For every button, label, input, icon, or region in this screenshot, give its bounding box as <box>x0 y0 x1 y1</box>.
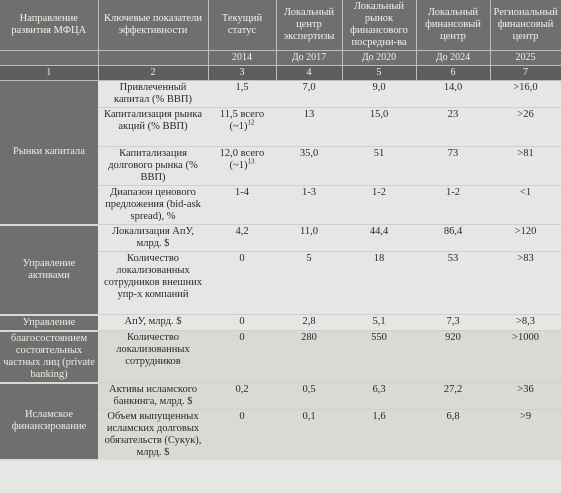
col-header-current: Текущий статус <box>208 0 276 51</box>
table-row <box>0 225 561 252</box>
value-cell: 35,0 <box>276 147 342 186</box>
header-year-row <box>0 51 561 66</box>
table-row <box>0 315 561 331</box>
value-cell <box>208 108 276 147</box>
value-cell: 44,4 <box>342 225 416 252</box>
col-header-local-market: Локальный рынок финансового посредни-ва <box>342 0 416 51</box>
value-cell <box>208 147 276 186</box>
footnote-mark: 12 <box>247 118 255 127</box>
value-cell: >83 <box>490 252 561 315</box>
value-cell: 7,3 <box>416 315 490 331</box>
value-cell: >120 <box>490 225 561 252</box>
value-cell: 0 <box>208 331 276 383</box>
current-value: 11,5 всего <box>219 109 265 120</box>
indicator-label: Капитализация рынка акций (% ВВП) <box>98 108 208 147</box>
value-cell: 27,2 <box>416 383 490 410</box>
current-value-approx: (~1) <box>229 121 248 132</box>
value-cell: 5 <box>276 252 342 315</box>
indicator-label: Количество локализованных сотрудников <box>98 331 208 383</box>
indicator-label: Объем выпущенных исламских долговых обязательств (Сукук), млрд. $ <box>98 410 208 461</box>
col-number: 1 <box>0 66 98 81</box>
value-cell: 11,0 <box>276 225 342 252</box>
value-cell: >16,0 <box>490 81 561 108</box>
value-cell: 0 <box>208 252 276 315</box>
col-number: 4 <box>276 66 342 81</box>
area-asset-management: Управление активами <box>0 225 98 315</box>
value-cell: 280 <box>276 331 342 383</box>
footnote-mark: 13 <box>247 157 255 166</box>
value-cell: 1-4 <box>208 186 276 225</box>
value-cell: 920 <box>416 331 490 383</box>
area-capital-markets: Рынки капитала <box>0 81 98 225</box>
col-number: 6 <box>416 66 490 81</box>
area-islamic-finance: Исламское финансирование <box>0 383 98 461</box>
value-cell: 9,0 <box>342 81 416 108</box>
value-cell: >36 <box>490 383 561 410</box>
value-cell: >81 <box>490 147 561 186</box>
col-header-kpi: Ключевые показатели эффективности <box>98 0 208 51</box>
col-header-regional-fin-center: Региональный финансовый центр <box>490 0 561 51</box>
value-cell: 0 <box>208 410 276 461</box>
value-cell: 23 <box>416 108 490 147</box>
year-cell: До 2024 <box>416 51 490 66</box>
year-cell <box>0 51 98 66</box>
year-cell: 2025 <box>490 51 561 66</box>
area-private-banking: благосостоянием состоятельных частных лиц (private banking) <box>0 331 98 383</box>
current-value: 12,0 всего <box>219 148 265 159</box>
value-cell: 1-3 <box>276 186 342 225</box>
value-cell: 53 <box>416 252 490 315</box>
col-number: 2 <box>98 66 208 81</box>
value-cell: 2,8 <box>276 315 342 331</box>
value-cell: >8,3 <box>490 315 561 331</box>
indicator-label: Локализация АпУ, млрд. $ <box>98 225 208 252</box>
col-header-direction: Направление развития МФЦА <box>0 0 98 51</box>
value-cell: 6,8 <box>416 410 490 461</box>
value-cell: >26 <box>490 108 561 147</box>
value-cell: 5,1 <box>342 315 416 331</box>
value-cell: 4,2 <box>208 225 276 252</box>
value-cell: 6,3 <box>342 383 416 410</box>
col-number: 7 <box>490 66 561 81</box>
current-value-approx: (~1) <box>229 160 248 171</box>
value-cell: 15,0 <box>342 108 416 147</box>
area-wealth-management: Управление <box>0 315 98 331</box>
value-cell: 73 <box>416 147 490 186</box>
col-header-local-fin-center: Локальный финансовый центр <box>416 0 490 51</box>
indicator-label: Капитализация долгового рынка (% ВВП) <box>98 147 208 186</box>
year-cell: До 2020 <box>342 51 416 66</box>
value-cell: 0,5 <box>276 383 342 410</box>
value-cell: 1-2 <box>416 186 490 225</box>
header-number-row <box>0 66 561 81</box>
year-cell: До 2017 <box>276 51 342 66</box>
value-cell: 14,0 <box>416 81 490 108</box>
year-cell: 2014 <box>208 51 276 66</box>
col-number: 3 <box>208 66 276 81</box>
table-row <box>0 331 561 383</box>
value-cell: >9 <box>490 410 561 461</box>
value-cell: 13 <box>276 108 342 147</box>
indicator-label: Привлеченный капитал (% ВВП) <box>98 81 208 108</box>
indicator-label: Количество локализованных сотрудников внешних упр-х компаний <box>98 252 208 315</box>
value-cell: <1 <box>490 186 561 225</box>
value-cell: 1,5 <box>208 81 276 108</box>
value-cell: >1000 <box>490 331 561 383</box>
header-row <box>0 0 561 51</box>
value-cell: 51 <box>342 147 416 186</box>
value-cell: 1-2 <box>342 186 416 225</box>
value-cell: 0,1 <box>276 410 342 461</box>
value-cell: 86,4 <box>416 225 490 252</box>
table-row <box>0 383 561 410</box>
value-cell: 550 <box>342 331 416 383</box>
indicator-label: АпУ, млрд. $ <box>98 315 208 331</box>
value-cell: 0,2 <box>208 383 276 410</box>
value-cell: 18 <box>342 252 416 315</box>
col-number: 5 <box>342 66 416 81</box>
indicator-label: Активы исламского банкинга, млрд. $ <box>98 383 208 410</box>
year-cell <box>98 51 208 66</box>
table-row <box>0 81 561 108</box>
value-cell: 0 <box>208 315 276 331</box>
col-header-local-expertise: Локальный центр экспертизы <box>276 0 342 51</box>
value-cell: 1,6 <box>342 410 416 461</box>
indicator-label: Диапазон ценового предложения (bid-ask spread), % <box>98 186 208 225</box>
value-cell: 7,0 <box>276 81 342 108</box>
